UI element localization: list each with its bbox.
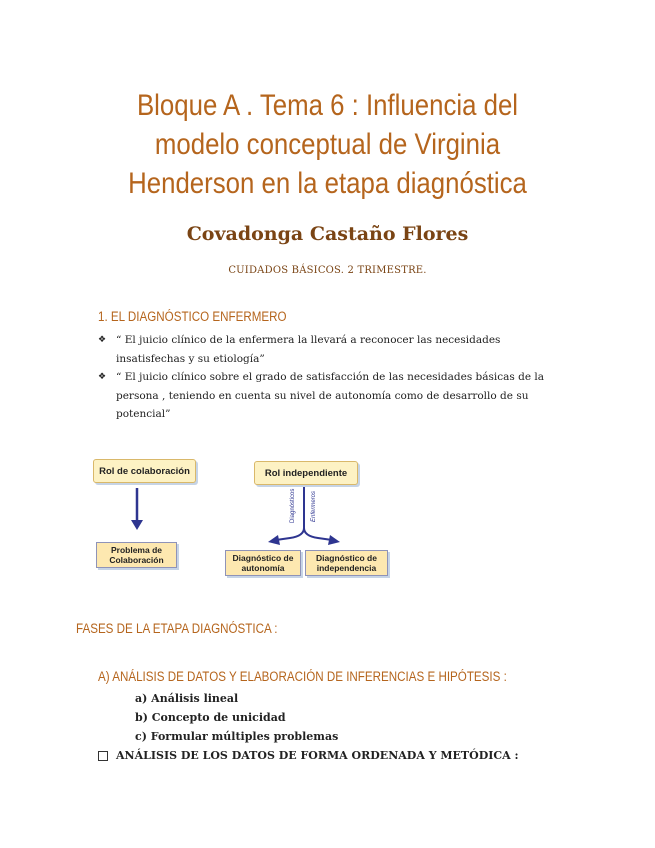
- fork-right-icon: [304, 528, 332, 540]
- author-name: Covadonga Castaño Flores: [186, 223, 469, 245]
- checkbox-row: [98, 749, 519, 762]
- document-subtitle: CUIDADOS BÁSICOS. 2 TRIMESTRE.: [228, 265, 427, 276]
- problema-colaboracion-box: Problema de Colaboración: [96, 542, 177, 568]
- subsection-heading-analisis: A) ANÁLISIS DE DATOS Y ELABORACIÓN DE INFERENCIAS E HIPÓTESIS :: [98, 669, 507, 684]
- section-heading-fases: FASES DE LA ETAPA DIAGNÓSTICA :: [76, 621, 278, 636]
- arrowhead-left-icon: [268, 535, 280, 545]
- rol-independiente-box: Rol independiente: [254, 461, 358, 485]
- diagnostico-autonomia-box: Diagnóstico de autonomía: [225, 550, 301, 576]
- rol-colaboracion-box: Rol de colaboración: [93, 459, 196, 483]
- diamond-bullet-icon: ❖: [98, 372, 107, 382]
- arrowhead-icon: [131, 520, 143, 530]
- document-title: Bloque A . Tema 6 : Influencia del modelo conceptual de Virginia Henderson en la etapa diagnóstica: [128, 89, 527, 200]
- checkbox-label: ANÁLISIS DE LOS DATOS DE FORMA ORDENADA Y METÓDICA :: [116, 749, 519, 762]
- checkbox-icon[interactable]: [98, 751, 108, 761]
- bullet-text: “ El juicio clínico sobre el grado de satisfacción de las necesidades básicas de la persona , teniendo en cuenta su nivel de autonomía como de desarrollo de su potencial”: [116, 371, 545, 420]
- diamond-bullet-icon: ❖: [98, 335, 107, 345]
- list-item: c) Formular múltiples problemas: [135, 730, 339, 743]
- arrow-label-right: Enfermeros: [311, 490, 317, 522]
- diagnostico-independencia-box: Diagnóstico de independencia: [305, 550, 388, 576]
- fork-left-icon: [276, 528, 304, 540]
- section-heading-diagnostico: 1. EL DIAGNÓSTICO ENFERMERO: [98, 309, 287, 324]
- arrow-label-left: Diagnósticos: [290, 488, 296, 523]
- list-item: a) Análisis lineal: [135, 692, 239, 705]
- bullet-text: “ El juicio clínico de la enfermera la llevará a reconocer las necesidades insatisfechas y su etiología”: [116, 334, 501, 365]
- list-item: b) Concepto de unicidad: [135, 711, 286, 724]
- arrowhead-right-icon: [328, 535, 340, 545]
